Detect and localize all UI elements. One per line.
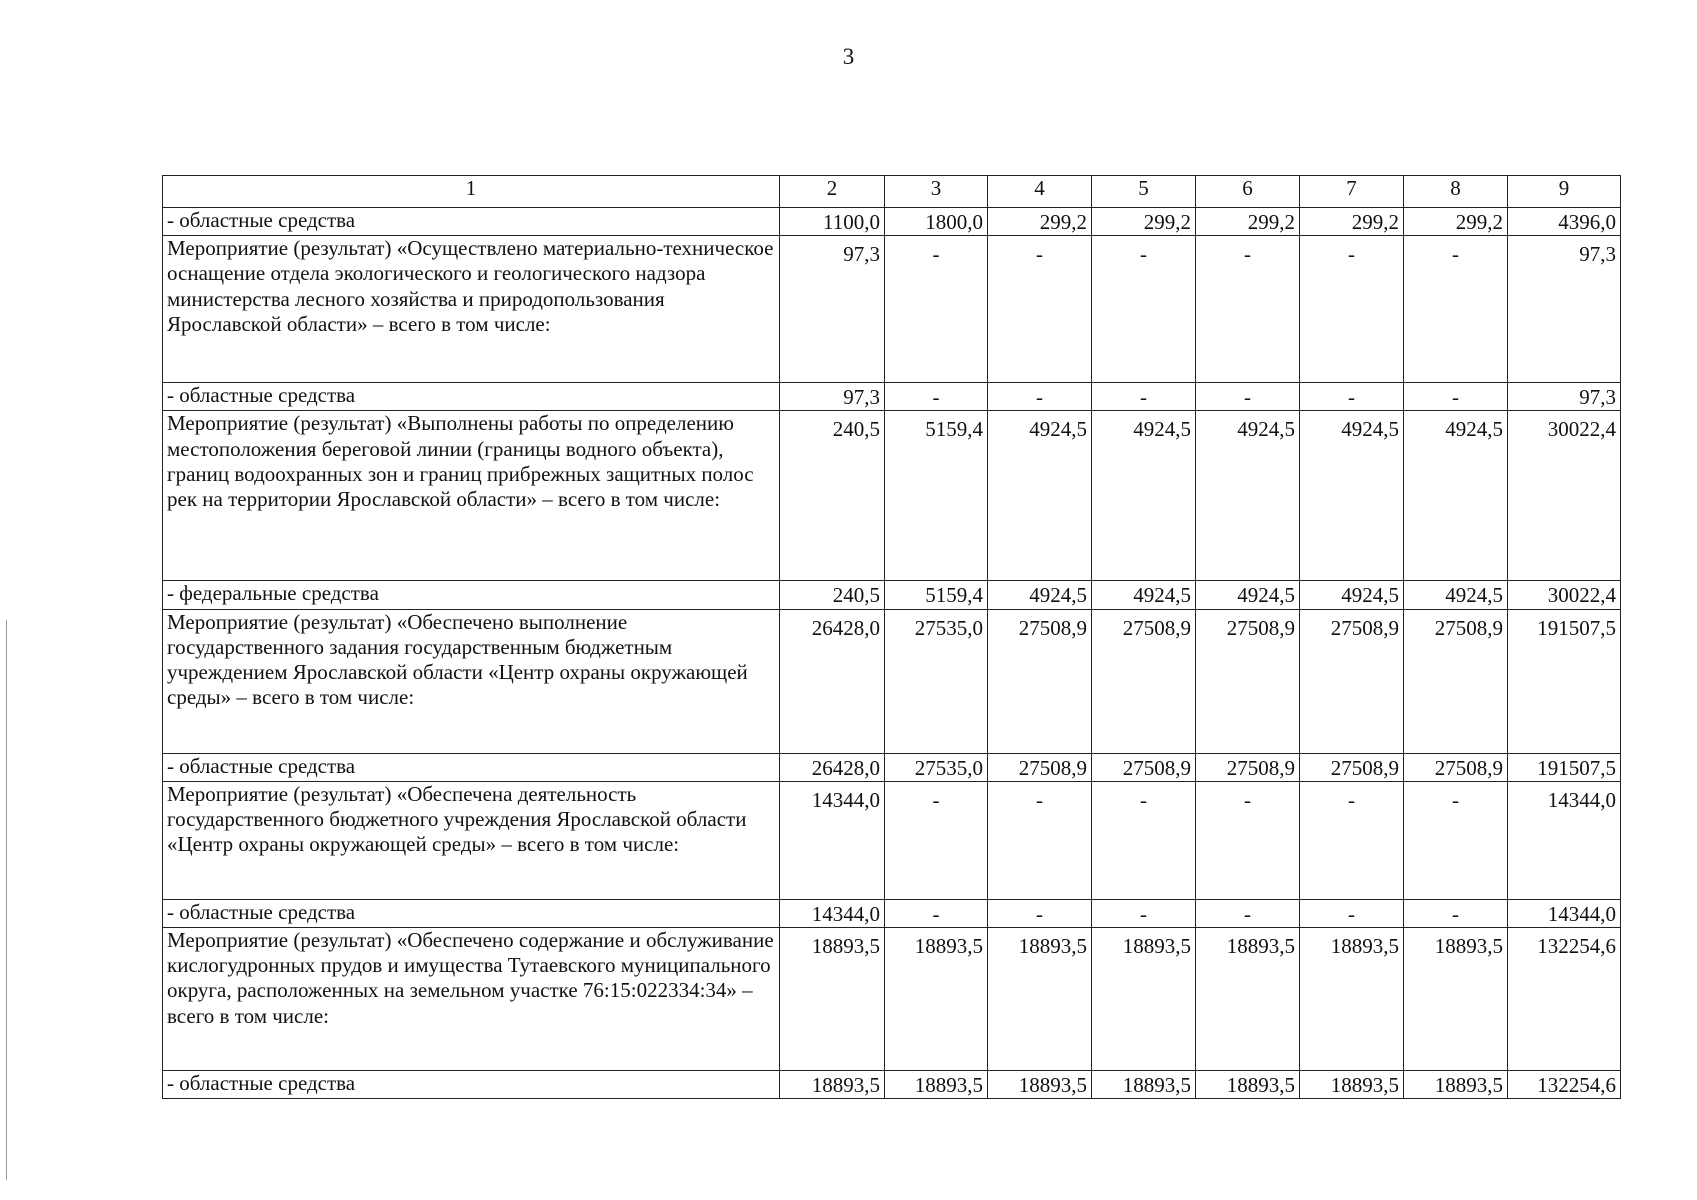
value-cell: 97,3 [1508,236,1621,383]
value-cell: 97,3 [780,236,885,383]
value-cell: 18893,5 [1196,1070,1300,1098]
value-cell: 18893,5 [885,1070,988,1098]
table-row [163,927,1621,1070]
column-number-header: 3 [885,176,988,208]
row-label: - федеральные средства [163,581,780,609]
scan-margin-line [6,620,7,1180]
value-cell: 27508,9 [1196,753,1300,781]
value-cell: 14344,0 [1508,781,1621,899]
value-cell: 18893,5 [988,927,1092,1070]
value-cell: 4924,5 [1092,411,1196,581]
row-label: Мероприятие (результат) «Обеспечена деятельность государственного бюджетного учреждения Ярославской области «Центр охраны окружающей среды» – всего в том числе: [163,781,780,899]
value-cell: - [1092,781,1196,899]
row-label: - областные средства [163,208,780,236]
value-cell: 240,5 [780,411,885,581]
value-cell: 1800,0 [885,208,988,236]
value-cell: 4924,5 [1404,411,1508,581]
value-cell: 14344,0 [1508,899,1621,927]
page-number: 3 [842,44,855,69]
column-number-header: 8 [1404,176,1508,208]
value-cell: 27535,0 [885,753,988,781]
row-label: - областные средства [163,899,780,927]
column-number-header: 5 [1092,176,1196,208]
value-cell: 27508,9 [1196,609,1300,753]
value-cell: - [1300,781,1404,899]
value-cell: - [885,899,988,927]
value-cell: 4924,5 [1196,411,1300,581]
table-row [163,781,1621,899]
value-cell: 27508,9 [1092,753,1196,781]
value-cell: 18893,5 [885,927,988,1070]
row-label: Мероприятие (результат) «Выполнены работы по определению местоположения береговой линии (границы водного объекта), границ водоохранных зон и границ прибрежных защитных полос рек на территории Ярославской области» – всего в том числе: [163,411,780,581]
value-cell: 299,2 [988,208,1092,236]
column-number-header-row [163,176,1621,208]
value-cell: 18893,5 [1404,1070,1508,1098]
value-cell: - [1196,236,1300,383]
value-cell: 27508,9 [988,609,1092,753]
value-cell: 27535,0 [885,609,988,753]
value-cell: 4924,5 [1092,581,1196,609]
value-cell: 30022,4 [1508,411,1621,581]
row-label: - областные средства [163,383,780,411]
table-row [163,609,1621,753]
row-label: - областные средства [163,1070,780,1098]
table-row [163,236,1621,383]
value-cell: - [1196,781,1300,899]
value-cell: 27508,9 [1404,609,1508,753]
value-cell: 4924,5 [1404,581,1508,609]
row-label: Мероприятие (результат) «Обеспечено содержание и обслуживание кислогудронных прудов и имущества Тутаевского муниципального округа, расположенных на земельном участке 76:15:022334:34» – всего в том числе: [163,927,780,1070]
value-cell: 18893,5 [1092,1070,1196,1098]
value-cell: - [1196,899,1300,927]
value-cell: - [988,383,1092,411]
value-cell: - [1404,236,1508,383]
value-cell: 26428,0 [780,609,885,753]
column-number-header: 7 [1300,176,1404,208]
table-row [163,899,1621,927]
value-cell: 4924,5 [1300,581,1404,609]
value-cell: - [1196,383,1300,411]
value-cell: 5159,4 [885,581,988,609]
value-cell: 14344,0 [780,899,885,927]
table-row [163,581,1621,609]
value-cell: - [1300,899,1404,927]
row-label: Мероприятие (результат) «Обеспечено выполнение государственного задания государственным бюджетным учреждением Ярославской области «Центр охраны окружающей среды» – всего в том числе: [163,609,780,753]
column-number-header: 6 [1196,176,1300,208]
table-row [163,753,1621,781]
value-cell: 97,3 [780,383,885,411]
value-cell: 4924,5 [1196,581,1300,609]
budget-table [162,175,1621,1099]
table-row [163,208,1621,236]
value-cell: 4924,5 [1300,411,1404,581]
value-cell: - [988,899,1092,927]
value-cell: 4924,5 [988,581,1092,609]
value-cell: - [1404,899,1508,927]
value-cell: - [885,236,988,383]
value-cell: 30022,4 [1508,581,1621,609]
value-cell: - [1300,236,1404,383]
value-cell: 27508,9 [1300,609,1404,753]
value-cell: 97,3 [1508,383,1621,411]
value-cell: 27508,9 [1300,753,1404,781]
value-cell: 299,2 [1196,208,1300,236]
value-cell: - [988,236,1092,383]
value-cell: 299,2 [1404,208,1508,236]
value-cell: 14344,0 [780,781,885,899]
column-number-header: 2 [780,176,885,208]
table-row [163,383,1621,411]
value-cell: - [1300,383,1404,411]
value-cell: 18893,5 [780,927,885,1070]
value-cell: 27508,9 [988,753,1092,781]
table-row [163,411,1621,581]
value-cell: 18893,5 [1196,927,1300,1070]
value-cell: - [988,781,1092,899]
value-cell: - [1404,383,1508,411]
value-cell: 1100,0 [780,208,885,236]
value-cell: - [1092,899,1196,927]
value-cell: 18893,5 [1300,927,1404,1070]
value-cell: 240,5 [780,581,885,609]
row-label: - областные средства [163,753,780,781]
value-cell: 26428,0 [780,753,885,781]
value-cell: 191507,5 [1508,753,1621,781]
value-cell: - [885,781,988,899]
value-cell: 4924,5 [988,411,1092,581]
value-cell: 18893,5 [988,1070,1092,1098]
column-number-header: 9 [1508,176,1621,208]
value-cell: - [885,383,988,411]
value-cell: 27508,9 [1092,609,1196,753]
value-cell: 4396,0 [1508,208,1621,236]
value-cell: 18893,5 [1404,927,1508,1070]
value-cell: 5159,4 [885,411,988,581]
table-row [163,1070,1621,1098]
value-cell: 132254,6 [1508,1070,1621,1098]
column-number-header: 4 [988,176,1092,208]
value-cell: 18893,5 [780,1070,885,1098]
value-cell: 299,2 [1092,208,1196,236]
value-cell: 18893,5 [1300,1070,1404,1098]
value-cell: 27508,9 [1404,753,1508,781]
value-cell: 132254,6 [1508,927,1621,1070]
column-number-header: 1 [163,176,780,208]
value-cell: 18893,5 [1092,927,1196,1070]
value-cell: - [1092,383,1196,411]
value-cell: - [1092,236,1196,383]
value-cell: 191507,5 [1508,609,1621,753]
value-cell: - [1404,781,1508,899]
row-label: Мероприятие (результат) «Осуществлено материально-техническое оснащение отдела экологического и геологического надзора министерства лесного хозяйства и природопользования Ярославской области» – всего в том числе: [163,236,780,383]
value-cell: 299,2 [1300,208,1404,236]
